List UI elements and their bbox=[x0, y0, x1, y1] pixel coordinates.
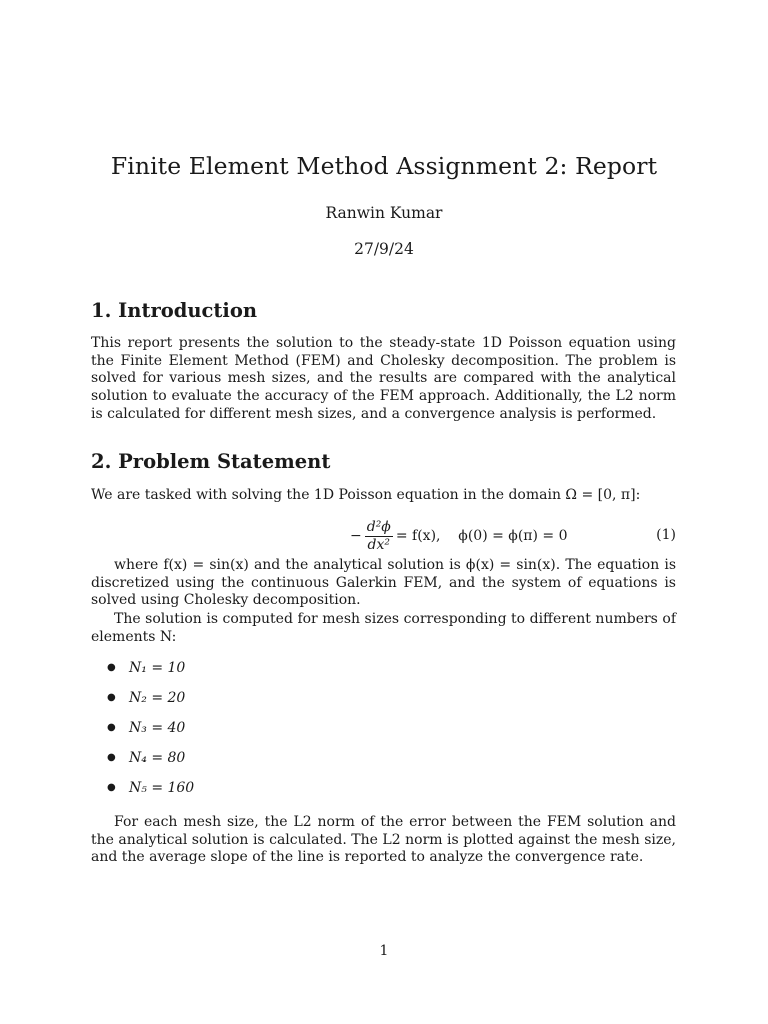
bullet-icon: ● bbox=[107, 752, 116, 763]
document-date: 27/9/24 bbox=[354, 240, 414, 258]
mesh-size-item: N₅ = 160 bbox=[129, 780, 195, 796]
author-name: Ranwin Kumar bbox=[325, 204, 443, 222]
task-paragraph: We are tasked with solving the 1D Poisson equation in the domain Ω = [0, π]: bbox=[91, 487, 641, 503]
bullet-icon: ● bbox=[107, 782, 116, 793]
equation-denominator: dx² bbox=[367, 536, 391, 553]
equation-block bbox=[91, 517, 676, 555]
mesh-size-item: N₃ = 40 bbox=[129, 720, 186, 736]
page-number: 1 bbox=[379, 943, 389, 959]
document-title: Finite Element Method Assignment 2: Report bbox=[110, 152, 658, 180]
mesh-size-item: N₂ = 20 bbox=[129, 690, 186, 706]
bullet-icon: ● bbox=[107, 662, 116, 673]
section-heading-introduction: 1. Introduction bbox=[91, 299, 258, 322]
equation-numerator: d²ϕ bbox=[366, 518, 391, 535]
mesh-size-item: N₁ = 10 bbox=[129, 660, 186, 676]
section-heading-problem-statement: 2. Problem Statement bbox=[91, 450, 331, 473]
equation-body bbox=[350, 517, 568, 555]
equation-fraction bbox=[365, 519, 393, 554]
introduction-paragraph: This report presents the solution to the steady-state 1D Poisson equation using the Finite Element Method (FEM) and Cholesky decomposition. The problem is solved for various mesh sizes, and the results are compared with the analytical solution to evaluate the accuracy of the FEM approach. Additionally, the L2 norm is calculated for different mesh sizes, and a convergence analysis is performed. bbox=[91, 335, 676, 422]
bullet-icon: ● bbox=[107, 692, 116, 703]
equation-explanation-paragraph: where f(x) = sin(x) and the analytical solution is ϕ(x) = sin(x). The equation is discretized using the continuous Galerkin FEM, and the system of equations is solved using Cholesky decomposition. bbox=[91, 557, 676, 609]
convergence-paragraph: For each mesh size, the L2 norm of the error between the FEM solution and the analytical solution is calculated. The L2 norm is plotted against the mesh size, and the average slope of the line is reported to analyze the convergence rate. bbox=[91, 814, 676, 866]
equation-rhs: = f(x), ϕ(0) = ϕ(π) = 0 bbox=[395, 528, 568, 544]
mesh-size-item: N₄ = 80 bbox=[129, 750, 186, 766]
equation-number: (1) bbox=[656, 527, 676, 543]
bullet-icon: ● bbox=[107, 722, 116, 733]
equation-sign: − bbox=[350, 528, 362, 544]
mesh-intro-paragraph: The solution is computed for mesh sizes corresponding to different numbers of elements N: bbox=[91, 611, 676, 645]
